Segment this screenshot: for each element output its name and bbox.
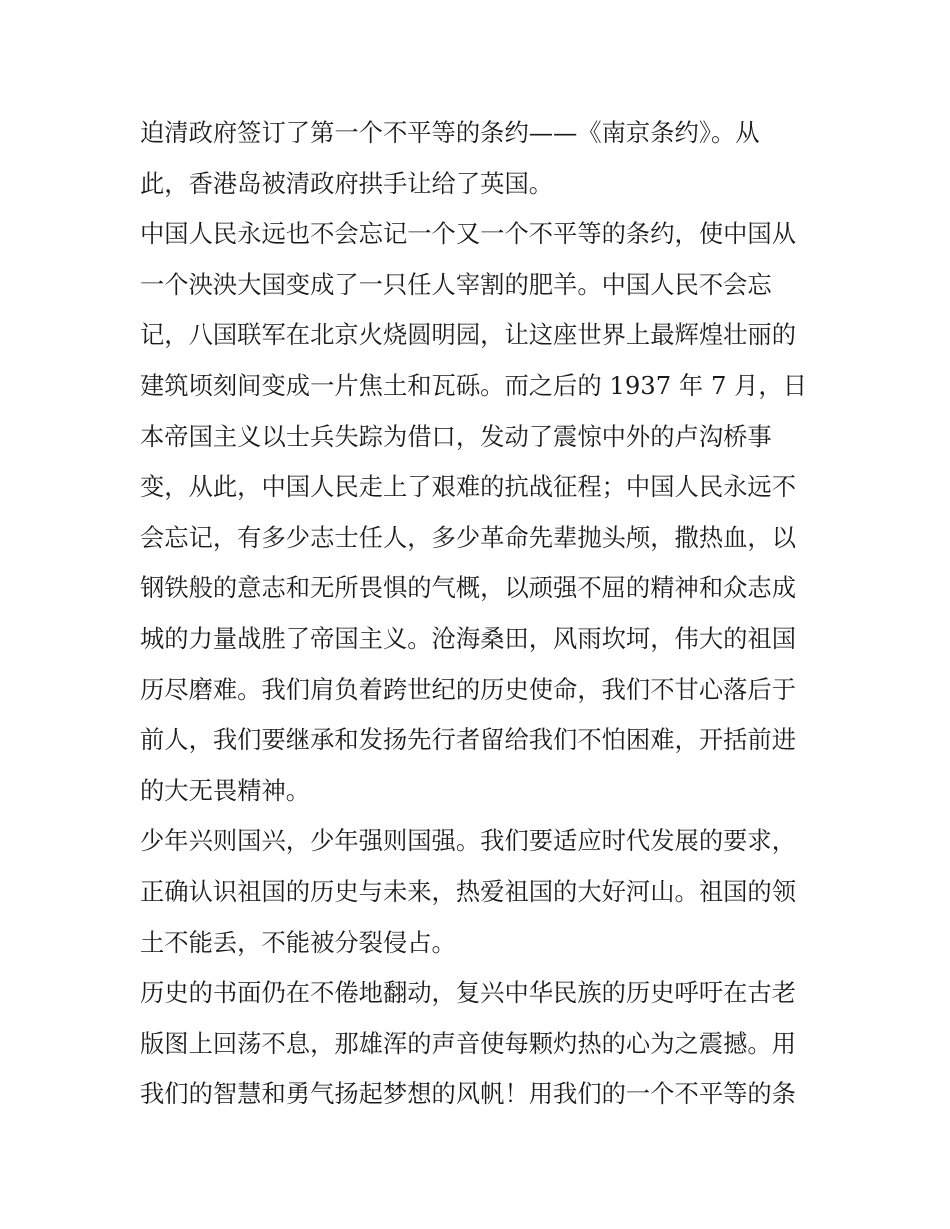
text-line: 前人，我们要继承和发扬先行者留给我们不怕困难，开括前进 bbox=[140, 725, 797, 755]
paragraph-4 bbox=[140, 968, 815, 1120]
document-body bbox=[140, 108, 815, 1120]
text-line: 历史的书面仍在不倦地翻动，复兴中华民族的历史呼吁在古老 bbox=[140, 978, 797, 1008]
text-line: 钢铁般的意志和无所畏惧的气概，以顽强不屈的精神和众志成 bbox=[140, 573, 797, 603]
text-line: 历尽磨难。我们肩负着跨世纪的历史使命，我们不甘心落后于 bbox=[140, 674, 797, 704]
text-line: 记，八国联军在北京火烧圆明园，让这座世界上最辉煌壮丽的 bbox=[140, 320, 797, 350]
text-line: 迫清政府签订了第一个不平等的条约——《南京条约》。从 bbox=[140, 118, 760, 147]
text-line: 少年兴则国兴，少年强则国强。我们要适应时代发展的要求， bbox=[140, 826, 797, 856]
paragraph-1 bbox=[140, 108, 815, 209]
text-line: 我们的智慧和勇气扬起梦想的风帆！用我们的一个不平等的条 bbox=[140, 1079, 797, 1109]
text-line: 土不能丢，不能被分裂侵占。 bbox=[140, 927, 456, 957]
paragraph-2 bbox=[140, 209, 815, 816]
text-line: 城的力量战胜了帝国主义。沧海桑田，风雨坎坷，伟大的祖国 bbox=[140, 623, 797, 653]
text-line: 建筑顷刻间变成一片焦土和瓦砾。而之后的 1937 年 7 月，日 bbox=[140, 370, 808, 400]
text-line: 一个泱泱大国变成了一只任人宰割的肥羊。中国人民不会忘 bbox=[140, 269, 772, 299]
text-line: 会忘记，有多少志士任人，多少革命先辈抛头颅，撒热血，以 bbox=[140, 522, 797, 552]
text-line: 此，香港岛被清政府拱手让给了英国。 bbox=[140, 168, 554, 198]
text-line: 中国人民永远也不会忘记一个又一个不平等的条约，使中国从 bbox=[140, 219, 797, 249]
text-line: 正确认识祖国的历史与未来，热爱祖国的大好河山。祖国的领 bbox=[140, 876, 797, 906]
text-line: 版图上回荡不息，那雄浑的声音使每颗灼热的心为之震撼。用 bbox=[140, 1028, 797, 1058]
text-line: 本帝国主义以士兵失踪为借口，发动了震惊中外的卢沟桥事 bbox=[140, 421, 772, 451]
paragraph-3 bbox=[140, 816, 815, 968]
text-line: 变，从此，中国人民走上了艰难的抗战征程；中国人民永远不 bbox=[140, 472, 797, 502]
text-line: 的大无畏精神。 bbox=[140, 775, 311, 805]
